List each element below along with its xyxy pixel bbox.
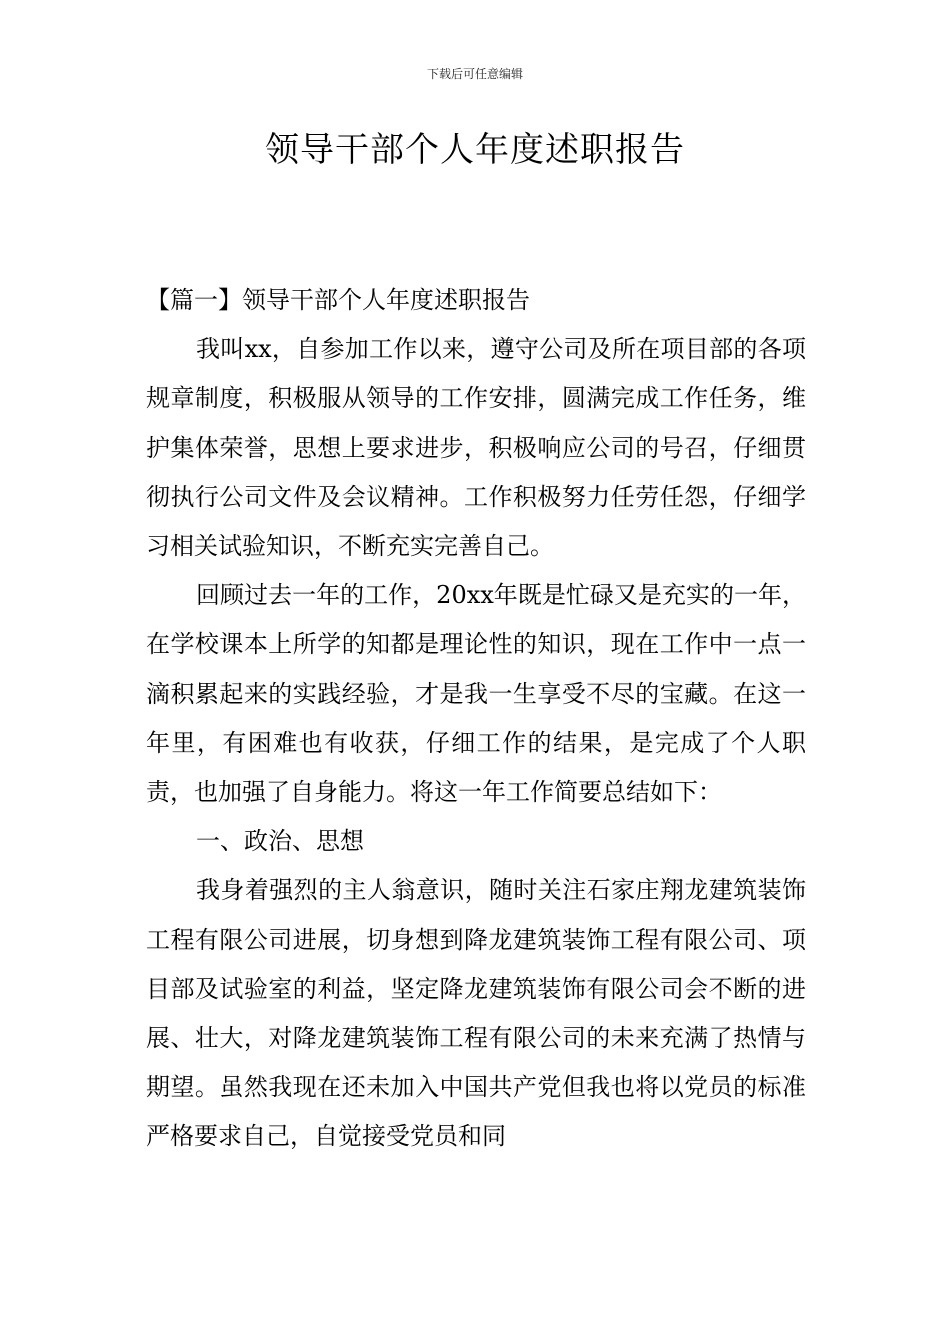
paragraph-1: 我叫xx，自参加工作以来，遵守公司及所在项目部的各项规章制度，积极服从领导的工作安排，圆满完成工作任务，维护集体荣誉，思想上要求进步，积极响应公司的号召，仔细贯彻执行公司文件及会议精神。工作积极努力任劳任怨，仔细学习相关试验知识，不断充实完善自己。 [146, 335, 806, 561]
page-header-note: 下载后可任意编辑 [426, 67, 523, 81]
document-title: 领导干部个人年度述职报告 [265, 130, 685, 170]
document-body [146, 276, 806, 1162]
section-heading: 【篇一】领导干部个人年度述职报告 [146, 286, 530, 314]
paragraph-3: 我身着强烈的主人翁意识，随时关注石家庄翔龙建筑装饰工程有限公司进展，切身想到降龙建筑装饰工程有限公司、项目部及试验室的利益，坚定降龙建筑装饰有限公司会不断的进展、壮大，对降龙建筑装饰工程有限公司的未来充满了热情与期望。虽然我现在还未加入中国共产党但我也将以党员的标准严格要求自己，自觉接受党员和同 [146, 876, 806, 1151]
paragraph-2: 回顾过去一年的工作，20xx年既是忙碌又是充实的一年，在学校课本上所学的知都是理论性的知识，现在工作中一点一滴积累起来的实践经验，才是我一生享受不尽的宝藏。在这一年里，有困难也有收获，仔细工作的结果，是完成了个人职责，也加强了自身能力。将这一年工作简要总结如下： [146, 581, 806, 807]
subsection-heading: 一、政治、思想 [196, 827, 364, 856]
